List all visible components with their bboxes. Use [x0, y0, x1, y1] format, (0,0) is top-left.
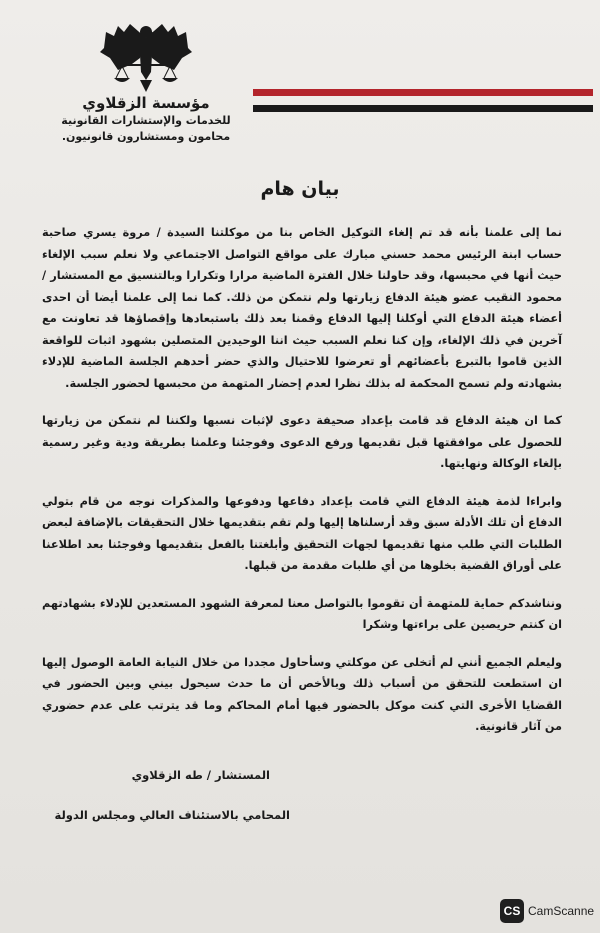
camscanner-icon: CS	[500, 899, 524, 923]
camscanner-watermark	[500, 899, 594, 923]
paragraph-4: ونناشدكم حماية للمتهمة أن تقوموا بالتواصل معنا لمعرفة الشهود المستعدين للإدلاء بشهادتهم ان كنتم حريصين على براءتها وشكرا	[42, 596, 562, 631]
flag-red-stripe	[253, 89, 593, 96]
camscanner-label: CamScanne	[528, 904, 595, 918]
statement-title: بيان هام	[260, 178, 340, 200]
flag-black-stripe	[253, 105, 593, 112]
org-subtitle: للخدمات والإستشارات القانونية	[61, 114, 231, 127]
statement-body	[42, 222, 562, 754]
letterhead-logo	[56, 18, 236, 143]
signature-role: المحامي بالاستئناف العالي ومجلس الدولة	[54, 808, 290, 822]
paragraph-5: وليعلم الجميع أنني لم أتخلى عن موكلتي وسأحاول مجددا من خلال النيابة العامة الوصول إليها ان استطعت للتحقق من أسباب ذلك وبالأخص أن ما حدث سيحول بيني وبين الحضور في القضايا الأخرى التي كنت موكل بالحضور فيها أمام المحاكم وما قد يترتب على عدم حضوري من آثار قانونية.	[42, 655, 562, 733]
paragraph-1: نما إلى علمنا بأنه قد تم إلغاء التوكيل الخاص بنا من موكلتنا السيدة / مروة يسري صاحبة حساب ابنة الرئيس محمد حسني مبارك على مواقع التواصل الاجتماعي ولا نعلم سبب الإلغاء حيث أنها في محبسها، وقد حاولنا خلال الفترة الماضية مرارا وتكرارا وبالتنسيق مع المستشار / محمود النقيب عضو هيئة الدفاع زيارتها ولم نتمكن من ذلك. كما نما إلى علمنا أيضا أن احدى أعضاء هيئة الدفاع التي أوكلنا إليها الدفاع وقمنا بعد ذلك باستبعادها وإقصاؤها قد تعاونت مع آخرين في ذلك الإلغاء، وإن كنا نعلم السبب حيث اننا الوحيدين المتصلين بشهود اثبات للواقعة الذين قاموا بالتبرع بأعضائهم أو تعرضوا للاحتيال والذي حضر أحدهم الجلسة الماضية للإدلاء بشهادته ولم تسمح المحكمة له بذلك نظرا لعدم إحضار المتهمة من محبسها لحضور الجلسة.	[42, 226, 562, 390]
signature-name: المستشار / طه الزقلاوي	[131, 768, 270, 782]
flag-stripes	[253, 89, 593, 112]
paragraph-3: وابراءا لذمة هيئة الدفاع التي قامت بإعداد دفاعها ودفوعها والمذكرات نوجه من قام بتولي الدفاع أن تلك الأدلة سبق وقد أرسلناها إليها ولم تقم بتقديمها خلال التحقيقات بالإضافة لبعض الطلبات التي طلب منها تقديمها لجهات التحقيق وأبلغتنا بالفعل بتقديمها وفوجئنا بعد اطلاعنا على أوراق القضية بخلوها من أي طلبات مقدمة من قبلها.	[42, 494, 562, 572]
org-name: مؤسسة الزقلاوي	[82, 94, 210, 112]
eagle-scales-icon	[96, 18, 196, 92]
org-tagline: محامون ومستشارون قانونيون.	[61, 130, 231, 143]
paragraph-2: كما ان هيئة الدفاع قد قامت بإعداد صحيفة دعوى لإثبات نسبها ولكننا لم نتمكن من زيارتها للحصول على موافقتها قبل تقديمها ورفع الدعوى وفوجئنا وعلمنا بطريقة ودية وغير رسمية بإلغاء الوكالة ونهايتها.	[42, 414, 562, 470]
